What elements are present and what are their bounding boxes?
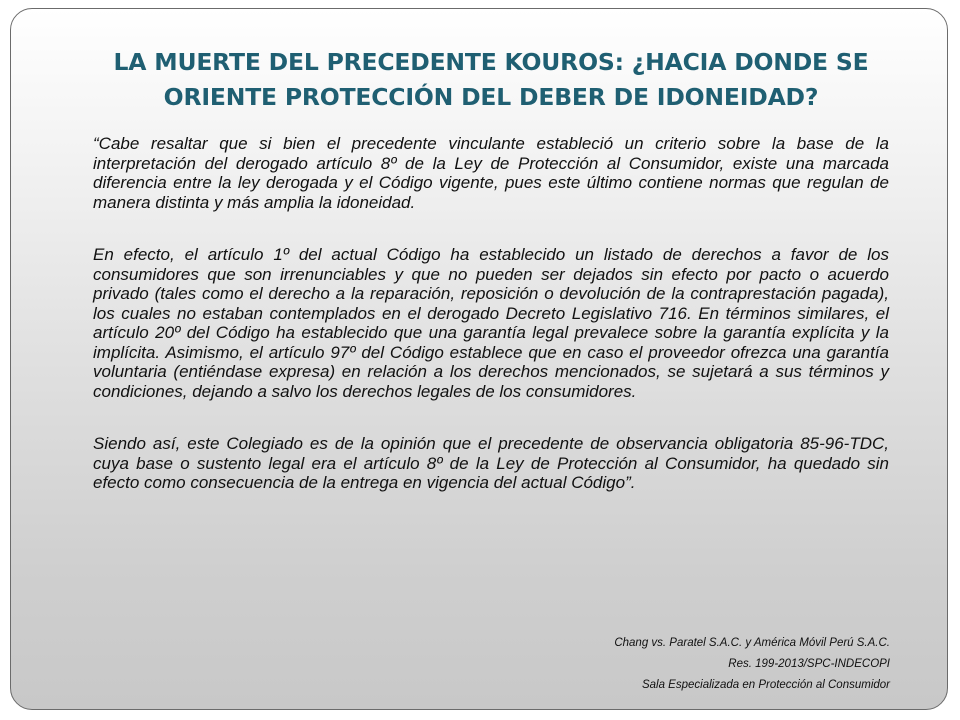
slide-title: LA MUERTE DEL PRECEDENTE KOUROS: ¿HACIA DONDE SE ORIENTE PROTECCIÓN DEL DEBER DE IDONEIDAD? [113, 48, 869, 111]
quote-paragraph-3: Siendo así, este Colegiado es de la opinión que el precedente de observancia obligatoria 85-96-TDC, cuya base o sustento legal era el artículo 8º de la Ley de Protección al Consumidor, ha quedado sin efecto como consecuencia de la entrega en vigencia del actual Código”. [93, 434, 889, 492]
quote-paragraph-1: “Cabe resaltar que si bien el precedente vinculante estableció un criterio sobre la base de la interpretación del derogado artículo 8º de la Ley de Protección al Consumidor, existe una marcada diferencia entre la ley derogada y el Código vigente, pues este último contiene normas que regulan de manera distinta y más amplia la idoneidad. [93, 134, 889, 212]
slide-frame [10, 8, 948, 710]
citation-chamber: Sala Especializada en Protección al Consumidor [641, 679, 890, 691]
quote-body [93, 134, 889, 526]
quote-paragraph-2: En efecto, el artículo 1º del actual Código ha establecido un listado de derechos a favor de los consumidores que son irrenunciables y que no pueden ser dejados sin efecto por pacto o acuerdo privado (tales como el derecho a la reparación, reposición o devolución de la contraprestación pagada), los cuales no estaban contemplados en el derogado Decreto Legislativo 716. En términos similares, el artículo 20º del Código ha establecido que una garantía legal prevalece sobre la garantía explícita y la implícita. Asimismo, el artículo 97º del Código establece que en caso el proveedor ofrezca una garantía voluntaria (entiéndase expresa) en relación a los derechos mencionados, se sujetará a sus términos y condiciones, dejando a salvo los derechos legales de los consumidores. [93, 245, 889, 401]
citation-case: Chang vs. Paratel S.A.C. y América Móvil Perú S.A.C. [614, 637, 890, 649]
citation [614, 633, 890, 696]
citation-resolution: Res. 199-2013/SPC-INDECOPI [728, 658, 890, 670]
